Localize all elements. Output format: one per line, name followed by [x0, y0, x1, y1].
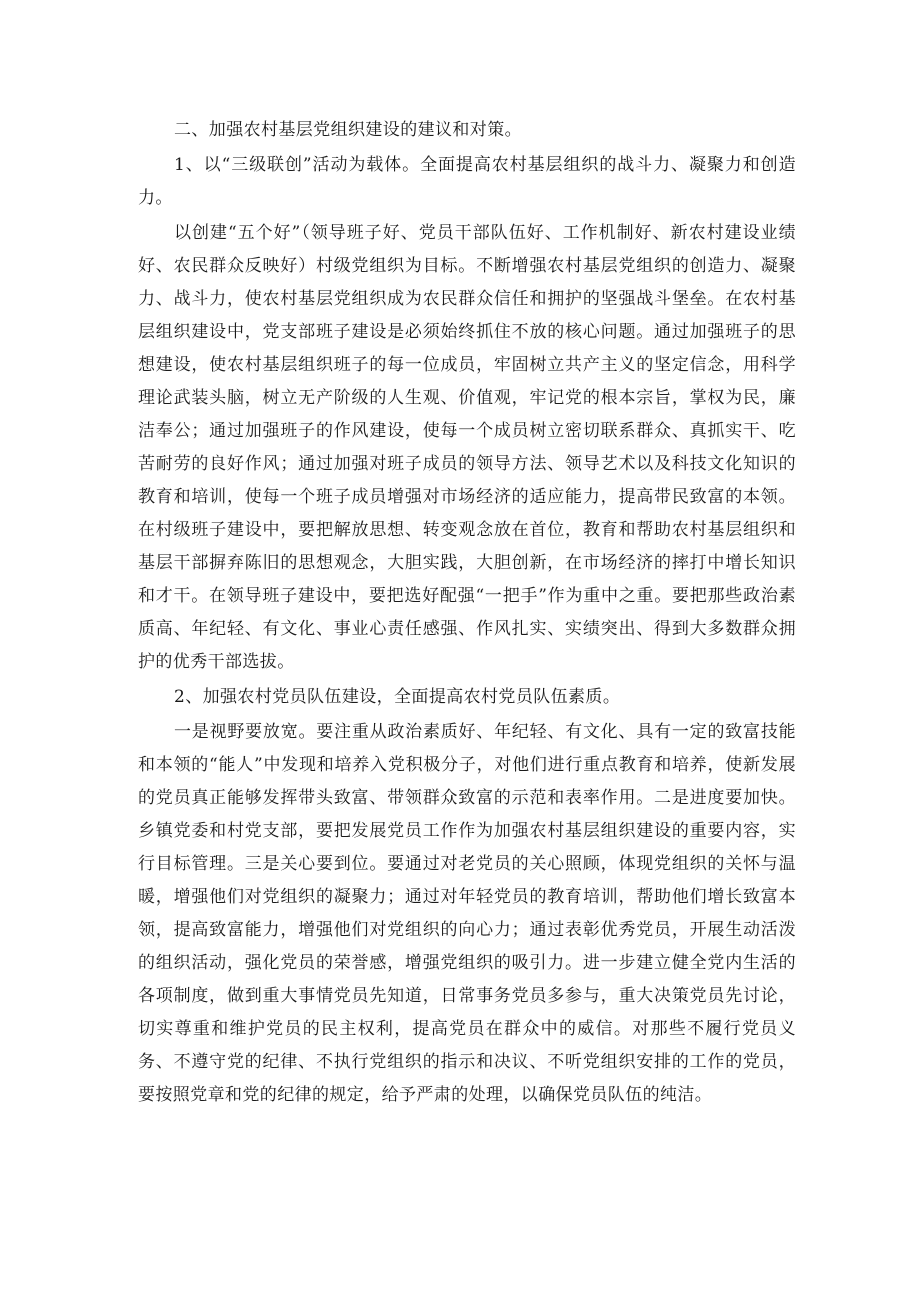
- item1-body: 以创建“五个好”（领导班子好、党员干部队伍好、工作机制好、新农村建设业绩好、农民群众反映好）村级党组织为目标。不断增强农村基层党组织的创造力、凝聚力、战斗力，使农村基层党组织成为农民群众信任和拥护的坚强战斗堡垒。在农村基层组织建设中，党支部班子建设是必须始终抓住不放的核心问题。通过加强班子的思想建设，使农村基层组织班子的每一位成员，牢固树立共产主义的坚定信念，用科学理论武装头脑，树立无产阶级的人生观、价值观，牢记党的根本宗旨，掌权为民，廉洁奉公；通过加强班子的作风建设，使每一个成员树立密切联系群众、真抓实干、吃苦耐劳的良好作风；通过加强对班子成员的领导方法、领导艺术以及科技文化知识的教育和培训，使每一个班子成员增强对市场经济的适应能力，提高带民致富的本领。在村级班子建设中，要把解放思想、转变观念放在首位，教育和帮助农村基层组织和基层干部摒弃陈旧的思想观念，大胆实践，大胆创新，在市场经济的摔打中增长知识和才干。在领导班子建设中，要把选好配强“一把手”作为重中之重。要把那些政治素质高、年纪轻、有文化、事业心责任感强、作风扎实、实绩突出、得到大多数群众拥护的优秀干部选拔。: [138, 223, 796, 672]
- document-page: [138, 114, 796, 1114]
- item2-body: 一是视野要放宽。要注重从政治素质好、年纪轻、有文化、具有一定的致富技能和本领的“能人”中发现和培养入党积极分子，对他们进行重点教育和培养，使新发展的党员真正能够发挥带头致富、带领群众致富的示范和表率作用。二是进度要加快。乡镇党委和村党支部，要把发展党员工作作为加强农村基层组织建设的重要内容，实行目标管理。三是关心要到位。要通过对老党员的关心照顾，体现党组织的关怀与温暖，增强他们对党组织的凝聚力；通过对年轻党员的教育培训，帮助他们增长致富本领，提高致富能力，增强他们对党组织的向心力；通过表彰优秀党员，开展生动活泼的组织活动，强化党员的荣誉感，增强党组织的吸引力。进一步建立健全党内生活的各项制度，做到重大事情党员先知道，日常事务党员多参与，重大决策党员先讨论，切实尊重和维护党员的民主权利，提高党员在群众中的威信。对那些不履行党员义务、不遵守党的纪律、不执行党组织的指示和决议、不听党组织安排的工作的党员，要按照党章和党的纪律的规定，给予严肃的处理，以确保党员队伍的纯洁。: [138, 722, 796, 1105]
- item1-heading: 1、以“三级联创”活动为载体。全面提高农村基层组织的战斗力、凝聚力和创造力。: [138, 155, 796, 208]
- section-heading: 二、加强农村基层党组织建设的建议和对策。: [174, 120, 522, 140]
- item2-heading: 2、加强农村党员队伍建设，全面提高农村党员队伍素质。: [174, 687, 621, 707]
